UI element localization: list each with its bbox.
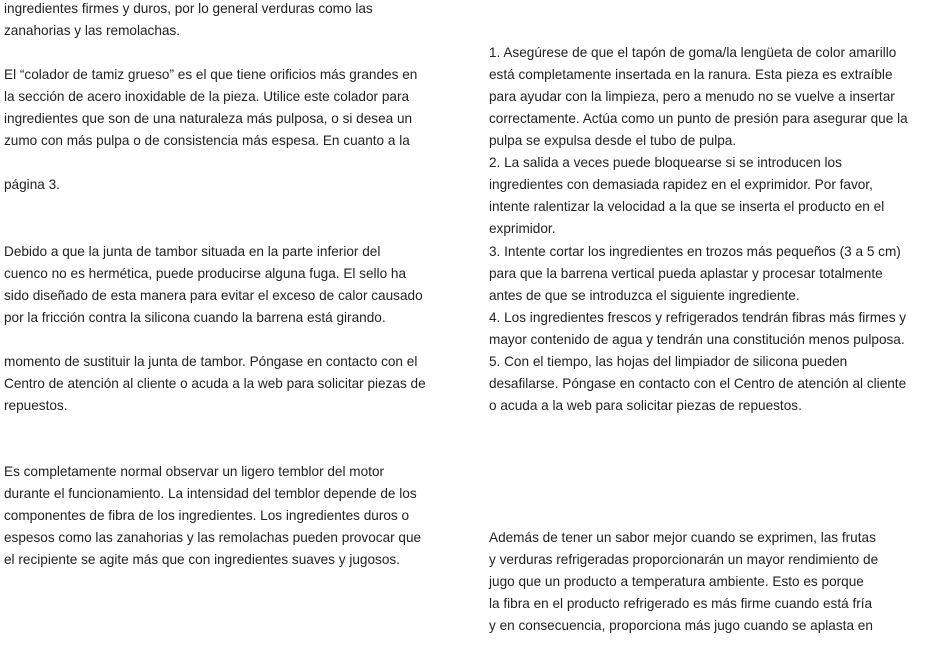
text-line: sido diseñado de esta manera para evitar el exceso de calor causado xyxy=(4,288,423,303)
text-line: la fibra en el producto refrigerado es más firme cuando está fría xyxy=(489,596,873,611)
text-line: la sección de acero inoxidable de la pieza. Utilice este colador para xyxy=(4,89,410,104)
text-line: y verduras refrigeradas proporcionarán un mayor rendimiento de xyxy=(489,552,879,567)
text-line: página 3. xyxy=(4,177,60,192)
text-line: Centro de atención al cliente o acuda a la web para solicitar piezas de xyxy=(4,376,426,391)
text-line: o acuda a la web para solicitar piezas de repuestos. xyxy=(489,398,802,413)
text-line: para ayudar con la limpieza, pero a menudo no se vuelve a insertar xyxy=(489,89,895,104)
text-line: ingredientes que son de una naturaleza más pulposa, o si desea un xyxy=(4,111,413,126)
text-line: correctamente. Actúa como un punto de presión para asegurar que la xyxy=(489,111,908,126)
text-line: espesos como las zanahorias y las remolachas pueden provocar que xyxy=(4,530,422,545)
text-line: ingredientes firmes y duros, por lo general verduras como las xyxy=(4,1,373,16)
text-line: por la fricción contra la silicona cuando la barrena está girando. xyxy=(4,310,386,325)
text-line: exprimidor. xyxy=(489,221,556,236)
text-line: componentes de fibra de los ingredientes. Los ingredientes duros o xyxy=(4,508,410,523)
text-line: El “colador de tamiz grueso” es el que tiene orificios más grandes en xyxy=(4,67,418,82)
text-line: zumo con más pulpa o de consistencia más espesa. En cuanto a la xyxy=(4,133,410,148)
text-line: 3. Intente cortar los ingredientes en trozos más pequeños (3 a 5 cm) xyxy=(489,244,901,259)
text-line: Es completamente normal observar un ligero temblor del motor xyxy=(4,464,385,479)
text-line: ingredientes con demasiada rapidez en el exprimidor. Por favor, xyxy=(489,177,873,192)
text-line: para que la barrena vertical pueda aplastar y procesar totalmente xyxy=(489,266,883,281)
text-line: el recipiente se agite más que con ingredientes suaves y jugosos. xyxy=(4,552,400,567)
text-line: repuestos. xyxy=(4,398,68,413)
text-line: está completamente insertada en la ranura. Esta pieza es extraíble xyxy=(489,67,893,82)
text-line: desafilarse. Póngase en contacto con el Centro de atención al cliente xyxy=(489,376,907,391)
text-line: y en consecuencia, proporciona más jugo cuando se aplasta en xyxy=(489,618,873,633)
text-line: 5. Con el tiempo, las hojas del limpiador de silicona pueden xyxy=(489,354,848,369)
text-line: Además de tener un sabor mejor cuando se exprimen, las frutas xyxy=(489,530,876,545)
text-line: pulpa se expulsa desde el tubo de pulpa. xyxy=(489,133,737,148)
text-line: jugo que un producto a temperatura ambiente. Esto es porque xyxy=(489,574,864,589)
text-line: zanahorias y las remolachas. xyxy=(4,23,181,38)
text-line: momento de sustituir la junta de tambor. Póngase en contacto con el xyxy=(4,354,418,369)
text-line: mayor contenido de agua y tendrán una constitución menos pulposa. xyxy=(489,332,905,347)
text-line: intente ralentizar la velocidad a la que se inserta el producto en el xyxy=(489,199,885,214)
text-line: 2. La salida a veces puede bloquearse si se introducen los xyxy=(489,155,842,170)
text-line: 4. Los ingredientes frescos y refrigerados tendrán fibras más firmes y xyxy=(489,310,907,325)
text-line: cuenco no es hermética, puede producirse alguna fuga. El sello ha xyxy=(4,266,407,281)
text-line: antes de que se introduzca el siguiente ingrediente. xyxy=(489,288,800,303)
text-line: Debido a que la junta de tambor situada en la parte inferior del xyxy=(4,244,381,259)
text-line: durante el funcionamiento. La intensidad del temblor depende de los xyxy=(4,486,417,501)
text-line: 1. Asegúrese de que el tapón de goma/la lengüeta de color amarillo xyxy=(489,45,897,60)
